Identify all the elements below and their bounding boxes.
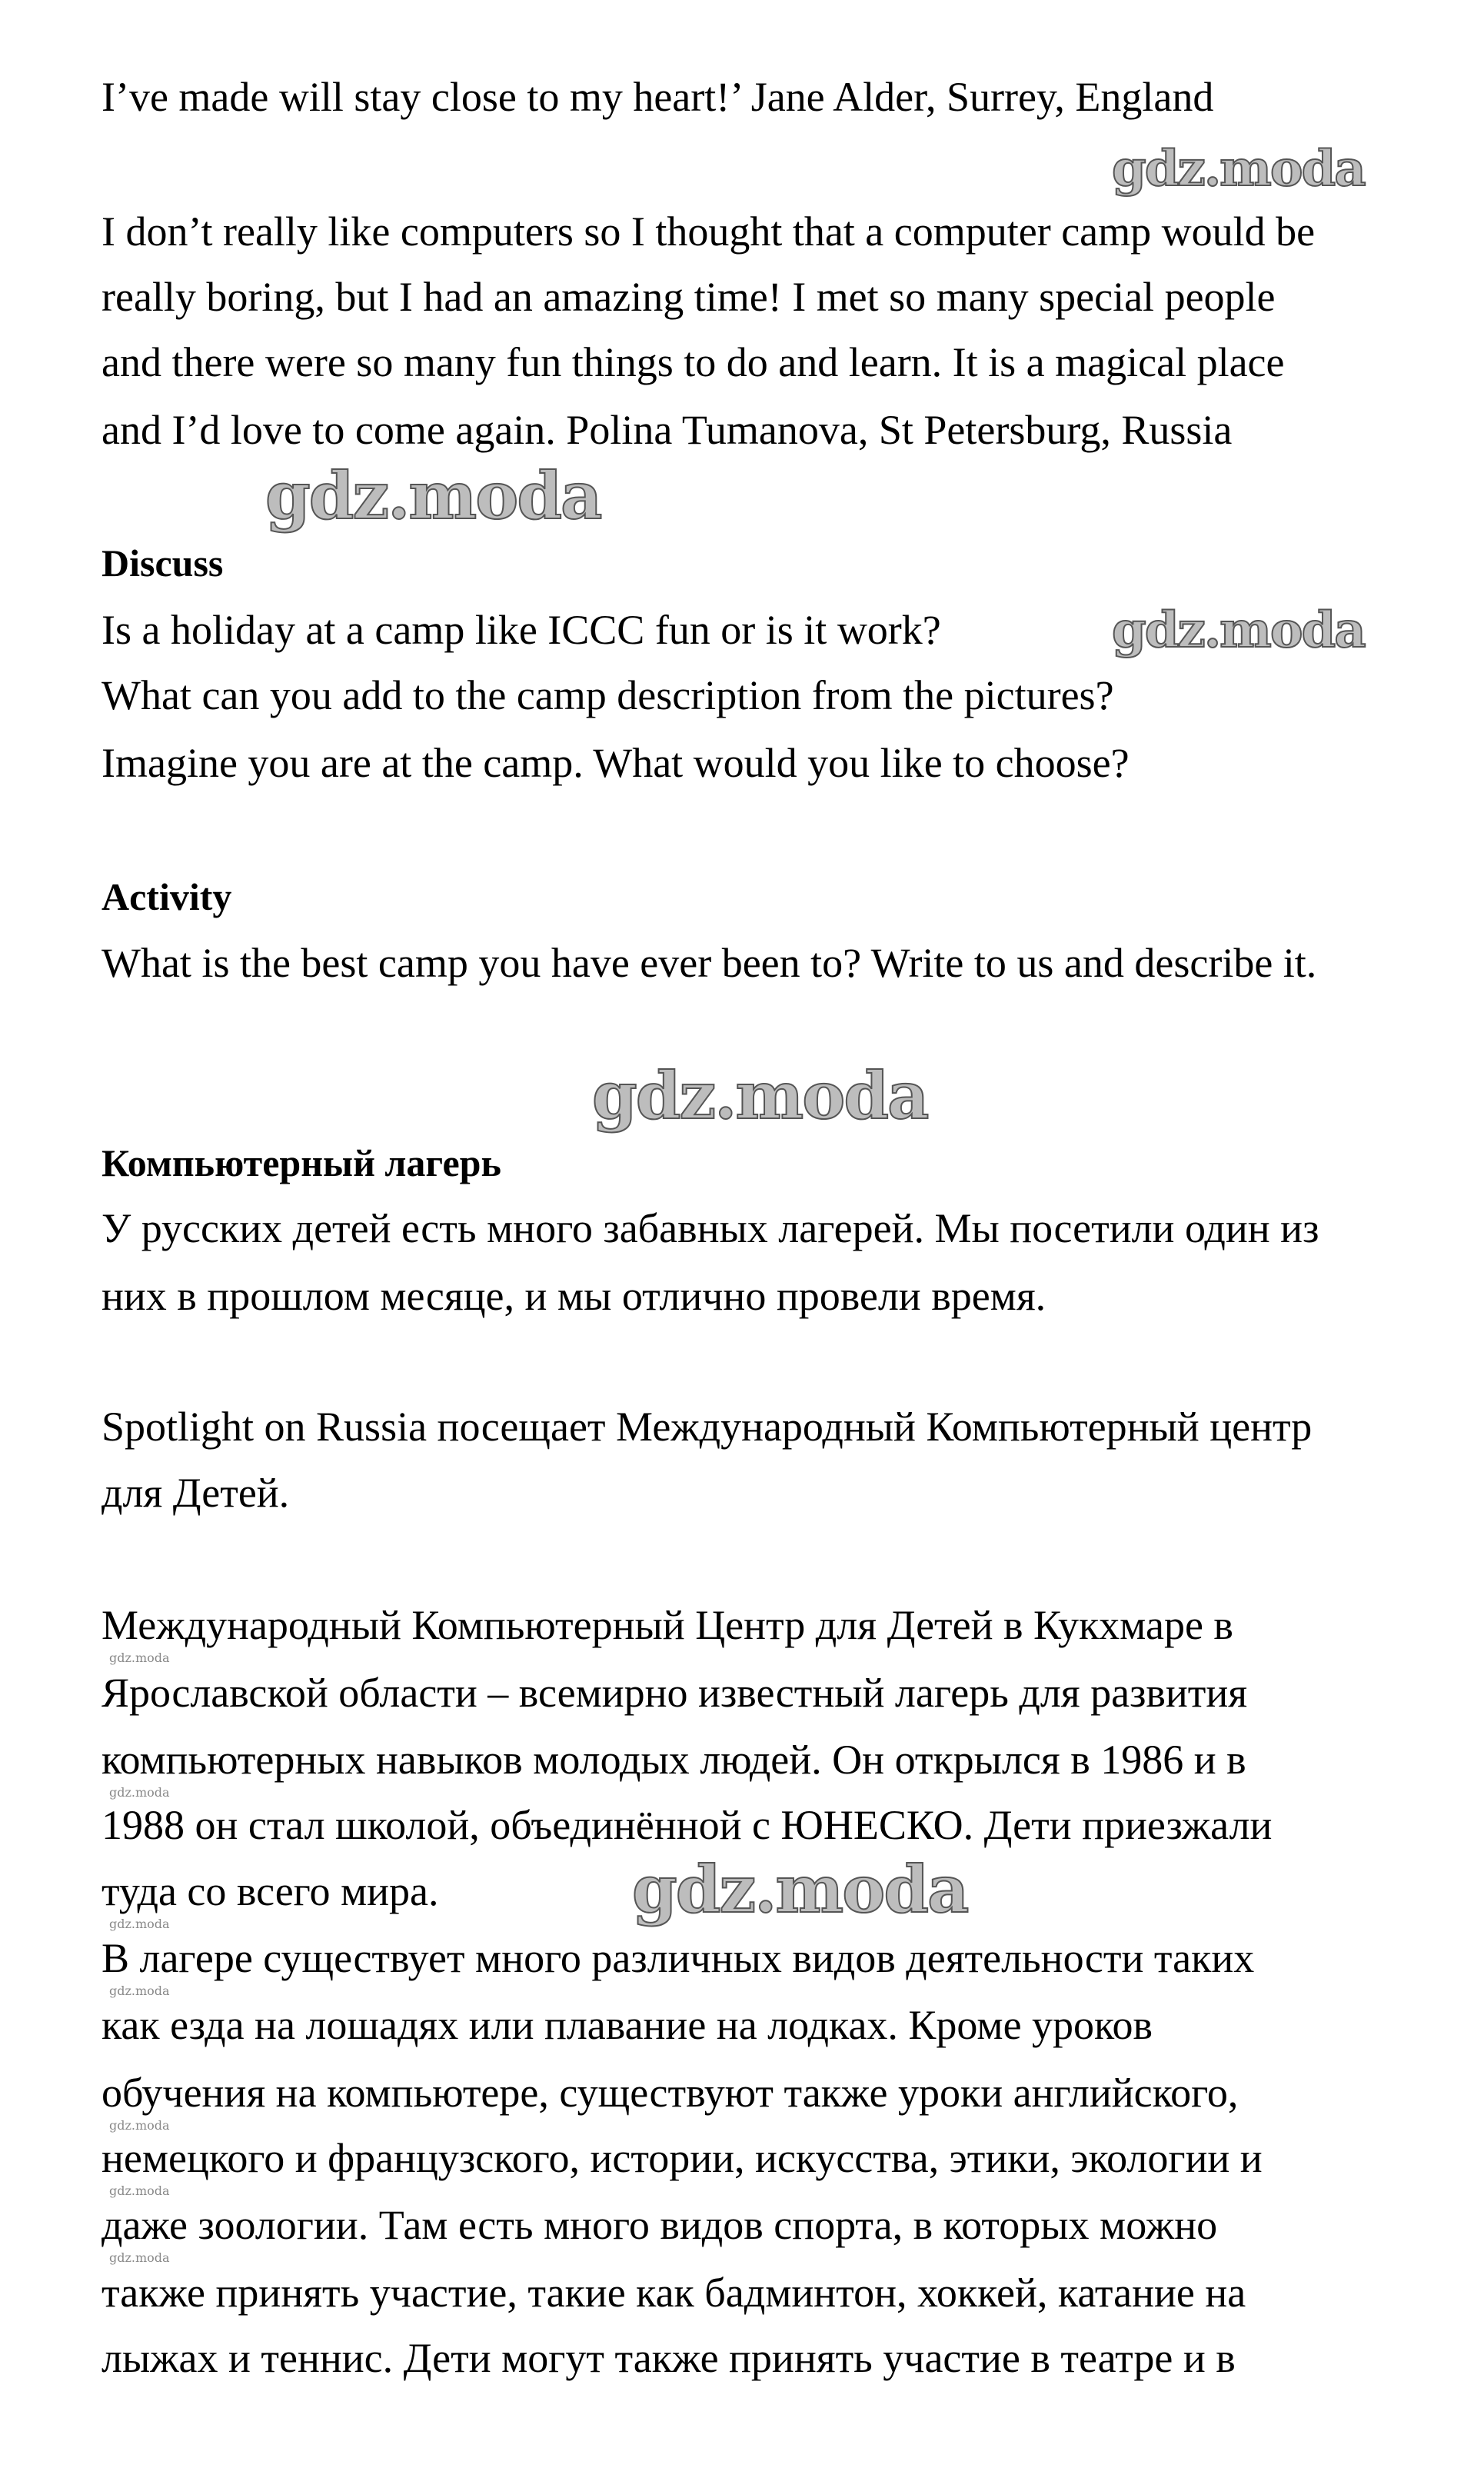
text-line: немецкого и французского, истории, искусства, этики, экологии и: [101, 2135, 1263, 2181]
text-line: них в прошлом месяце, и мы отлично провели время.: [101, 1273, 1046, 1319]
text-line: I’ve made will stay close to my heart!’ Jane Alder, Surrey, England: [101, 74, 1214, 120]
text-line: туда со всего мира.: [101, 1868, 439, 1914]
text-line: Imagine you are at the camp. What would you like to choose?: [101, 740, 1130, 786]
watermark: gdz.moda: [632, 1851, 968, 1927]
watermark: gdz.moda: [592, 1057, 928, 1134]
text-line: Spotlight on Russia посещает Международный Компьютерный центр: [101, 1404, 1313, 1450]
watermark: gdz.moda: [109, 2183, 170, 2198]
text-line: Is a holiday at a camp like ICCC fun or is it work?: [101, 607, 941, 653]
text-line: Ярославской области – всемирно известный лагерь для развития: [101, 1670, 1248, 1716]
watermark: gdz.moda: [1112, 601, 1365, 659]
text-line: Международный Компьютерный Центр для Детей в Кукхмаре в: [101, 1602, 1233, 1648]
text-line: 1988 он стал школой, объединённой с ЮНЕСКО. Дети приезжали: [101, 1802, 1273, 1848]
activity-heading: Activity: [101, 875, 232, 918]
text-line: даже зоологии. Там есть много видов спорта, в которых можно: [101, 2202, 1218, 2248]
text-line: также принять участие, такие как бадминтон, хоккей, катание на: [101, 2270, 1246, 2316]
text-line: What is the best camp you have ever been to? Write to us and describe it.: [101, 940, 1317, 986]
watermark: gdz.moda: [1112, 140, 1365, 198]
russian-heading: Компьютерный лагерь: [101, 1141, 501, 1184]
text-line: I don’t really like computers so I thought that a computer camp would be: [101, 208, 1316, 255]
text-line: really boring, but I had an amazing time! I met so many special people: [101, 274, 1276, 320]
text-line: and I’d love to come again. Polina Tumanova, St Petersburg, Russia: [101, 407, 1233, 453]
watermark: gdz.moda: [109, 1785, 170, 1800]
text-line: компьютерных навыков молодых людей. Он открылся в 1986 и в: [101, 1737, 1246, 1783]
text-line: как езда на лошадях или плавание на лодках. Кроме уроков: [101, 2002, 1153, 2048]
text-line: What can you add to the camp description from the pictures?: [101, 672, 1114, 718]
text-line: У русских детей есть много забавных лагерей. Мы посетили один из: [101, 1205, 1319, 1251]
text-line: and there were so many fun things to do and learn. It is a magical place: [101, 339, 1285, 385]
watermark: gdz.moda: [109, 1983, 170, 1998]
text-line: обучения на компьютере, существуют также уроки английского,: [101, 2070, 1239, 2116]
watermark: gdz.moda: [109, 2118, 170, 2133]
text-line: В лагере существует много различных видов деятельности таких: [101, 1935, 1255, 1981]
text-line: для Детей.: [101, 1470, 290, 1516]
watermark: gdz.moda: [109, 2250, 170, 2265]
watermark: gdz.moda: [109, 1917, 170, 1931]
watermark: gdz.moda: [109, 1650, 170, 1665]
watermark: gdz.moda: [265, 458, 601, 534]
discuss-heading: Discuss: [101, 541, 224, 585]
text-line: лыжах и теннис. Дети могут также принять участие в театре и в: [101, 2335, 1236, 2381]
